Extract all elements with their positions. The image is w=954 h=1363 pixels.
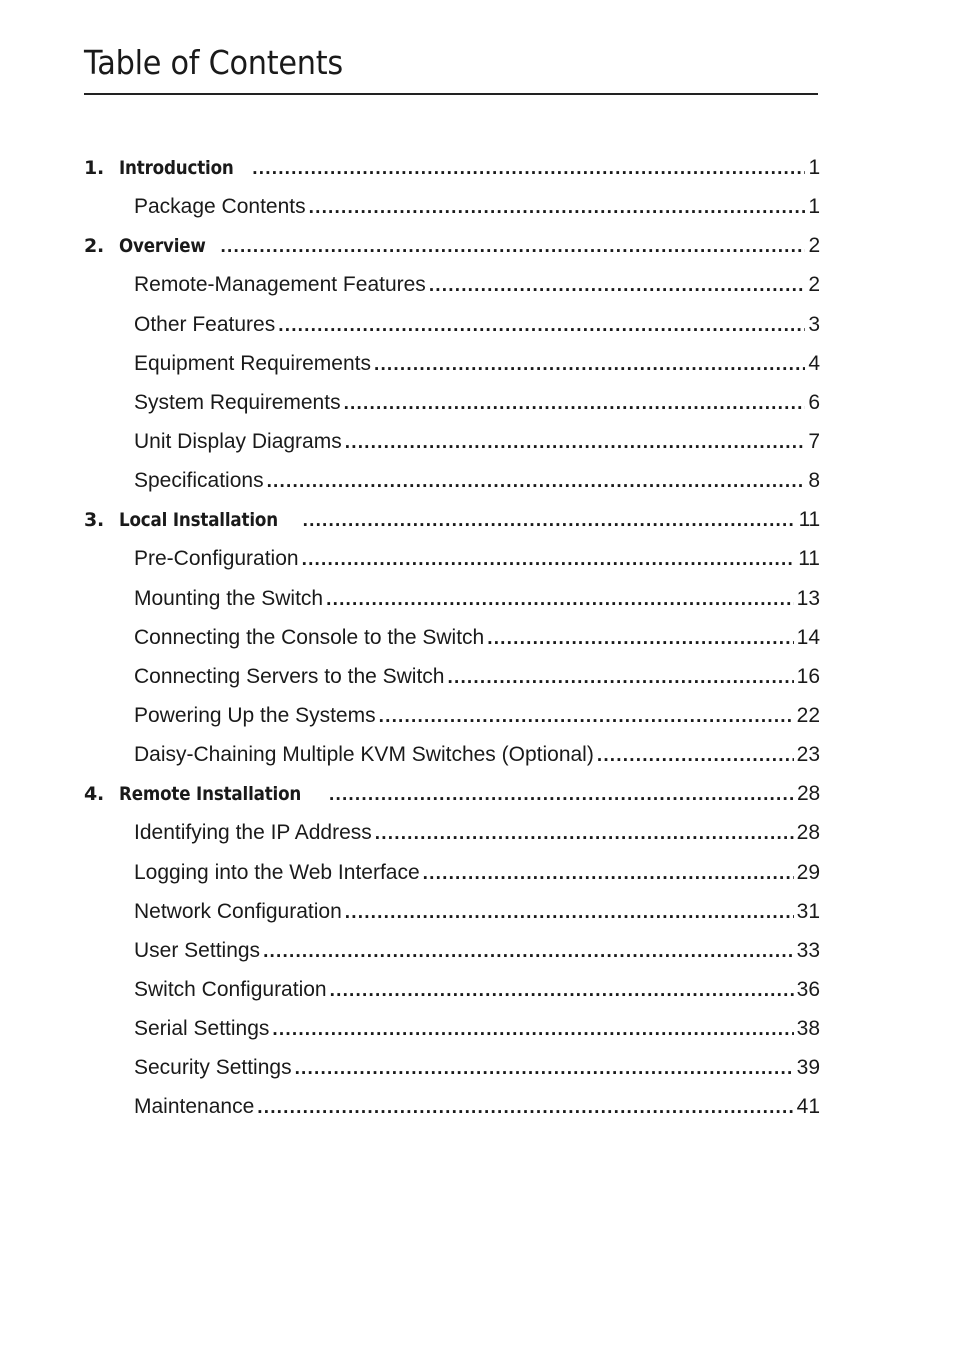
section-title: Connecting the Console to the Switch bbox=[134, 625, 485, 649]
toc-section-entry[interactable] bbox=[84, 657, 820, 696]
dot-leader bbox=[345, 423, 805, 462]
toc-section-entry[interactable] bbox=[84, 383, 820, 422]
dot-leader bbox=[267, 462, 805, 501]
page-number: 23 bbox=[796, 743, 820, 767]
page-number: 8 bbox=[808, 469, 820, 493]
toc-section-entry[interactable] bbox=[84, 853, 820, 892]
dot-leader bbox=[379, 697, 794, 736]
page-number: 13 bbox=[796, 586, 820, 610]
section-title: Package Contents bbox=[134, 195, 306, 219]
dot-leader bbox=[252, 149, 805, 188]
toc-section-entry[interactable] bbox=[84, 187, 820, 226]
section-title: Serial Settings bbox=[134, 1017, 270, 1041]
page-number: 1 bbox=[808, 156, 820, 179]
page-number: 14 bbox=[796, 625, 820, 649]
dot-leader bbox=[272, 1010, 793, 1049]
chapter-title: Introduction bbox=[119, 157, 234, 179]
chapter-title: Local Installation bbox=[119, 509, 278, 532]
toc-section-entry[interactable] bbox=[84, 618, 820, 657]
section-title: Network Configuration bbox=[134, 899, 342, 923]
chapter-title: Overview bbox=[119, 235, 206, 258]
page-number: 28 bbox=[797, 782, 820, 806]
section-title: Pre-Configuration bbox=[134, 547, 299, 571]
page-number: 2 bbox=[808, 234, 820, 258]
section-title: System Requirements bbox=[134, 390, 341, 414]
dot-leader bbox=[330, 971, 794, 1010]
section-title: Equipment Requirements bbox=[134, 351, 371, 375]
page-title: Table of Contents bbox=[84, 43, 343, 82]
dot-leader bbox=[345, 893, 794, 932]
toc-section-entry[interactable] bbox=[84, 931, 820, 970]
page-number: 22 bbox=[796, 703, 820, 727]
dot-leader bbox=[263, 932, 794, 971]
toc-section-entry[interactable] bbox=[84, 970, 820, 1009]
chapter-number: 3. bbox=[84, 509, 105, 532]
page-number: 28 bbox=[796, 821, 820, 845]
toc-chapter-entry[interactable] bbox=[84, 148, 820, 187]
page-number: 39 bbox=[796, 1056, 820, 1080]
section-title: User Settings bbox=[134, 938, 261, 962]
toc-chapter-entry[interactable] bbox=[84, 500, 820, 539]
dot-leader bbox=[375, 814, 794, 853]
page-number: 11 bbox=[798, 508, 820, 532]
dot-leader bbox=[302, 540, 796, 579]
chapter-number: 2. bbox=[84, 235, 105, 258]
page-number: 38 bbox=[796, 1017, 820, 1041]
dot-leader bbox=[487, 619, 793, 658]
toc-chapter-entry[interactable] bbox=[84, 226, 820, 265]
section-title: Remote-Management Features bbox=[134, 273, 426, 297]
dot-leader bbox=[329, 775, 794, 814]
section-title: Unit Display Diagrams bbox=[134, 429, 342, 453]
toc-section-entry[interactable] bbox=[84, 422, 820, 461]
toc-section-entry[interactable] bbox=[84, 813, 820, 852]
page-number: 4 bbox=[808, 351, 820, 375]
toc-section-entry[interactable] bbox=[84, 305, 820, 344]
page-number: 41 bbox=[796, 1095, 820, 1119]
page-number: 1 bbox=[808, 195, 820, 219]
section-title: Logging into the Web Interface bbox=[134, 860, 420, 884]
toc-section-entry[interactable] bbox=[84, 696, 820, 735]
section-title: Powering Up the Systems bbox=[134, 703, 376, 727]
section-title: Switch Configuration bbox=[134, 977, 327, 1001]
page-number: 31 bbox=[796, 899, 820, 923]
page-number: 2 bbox=[808, 273, 820, 297]
dot-leader bbox=[278, 306, 805, 345]
dot-leader bbox=[423, 854, 794, 893]
section-title: Security Settings bbox=[134, 1056, 292, 1080]
page-number: 29 bbox=[796, 860, 820, 884]
dot-leader bbox=[257, 1088, 793, 1127]
section-title: Connecting Servers to the Switch bbox=[134, 664, 445, 688]
toc-section-entry[interactable] bbox=[84, 344, 820, 383]
dot-leader bbox=[326, 580, 794, 619]
dot-leader bbox=[429, 266, 805, 305]
page-number: 33 bbox=[796, 938, 820, 962]
dot-leader bbox=[309, 188, 805, 227]
page-number: 16 bbox=[796, 664, 820, 688]
table-of-contents bbox=[84, 148, 820, 1127]
chapter-number: 1. bbox=[84, 157, 105, 179]
toc-section-entry[interactable] bbox=[84, 735, 820, 774]
page-number: 11 bbox=[798, 547, 820, 571]
section-title: Other Features bbox=[134, 312, 276, 336]
dot-leader bbox=[344, 384, 805, 423]
dot-leader bbox=[448, 658, 794, 697]
toc-section-entry[interactable] bbox=[84, 265, 820, 304]
chapter-title: Remote Installation bbox=[119, 783, 302, 806]
dot-leader bbox=[221, 227, 805, 266]
section-title: Maintenance bbox=[134, 1095, 255, 1119]
dot-leader bbox=[597, 736, 794, 775]
section-title: Identifying the IP Address bbox=[134, 821, 372, 845]
section-title: Specifications bbox=[134, 469, 264, 493]
toc-section-entry[interactable] bbox=[84, 461, 820, 500]
toc-section-entry[interactable] bbox=[84, 1048, 820, 1087]
page-number: 36 bbox=[796, 977, 820, 1001]
dot-leader bbox=[303, 501, 796, 540]
page-number: 7 bbox=[808, 429, 820, 453]
page-number: 6 bbox=[808, 390, 820, 414]
toc-section-entry[interactable] bbox=[84, 1009, 820, 1048]
toc-section-entry[interactable] bbox=[84, 579, 820, 618]
chapter-number: 4. bbox=[84, 783, 105, 806]
section-title: Mounting the Switch bbox=[134, 586, 324, 610]
toc-chapter-entry[interactable] bbox=[84, 774, 820, 813]
section-title: Daisy-Chaining Multiple KVM Switches (Optional) bbox=[134, 743, 594, 767]
toc-section-entry[interactable] bbox=[84, 1087, 820, 1126]
dot-leader bbox=[374, 345, 805, 384]
page-number: 3 bbox=[808, 312, 820, 336]
dot-leader bbox=[295, 1049, 794, 1088]
toc-section-entry[interactable] bbox=[84, 539, 820, 578]
title-divider bbox=[84, 93, 818, 95]
toc-section-entry[interactable] bbox=[84, 892, 820, 931]
